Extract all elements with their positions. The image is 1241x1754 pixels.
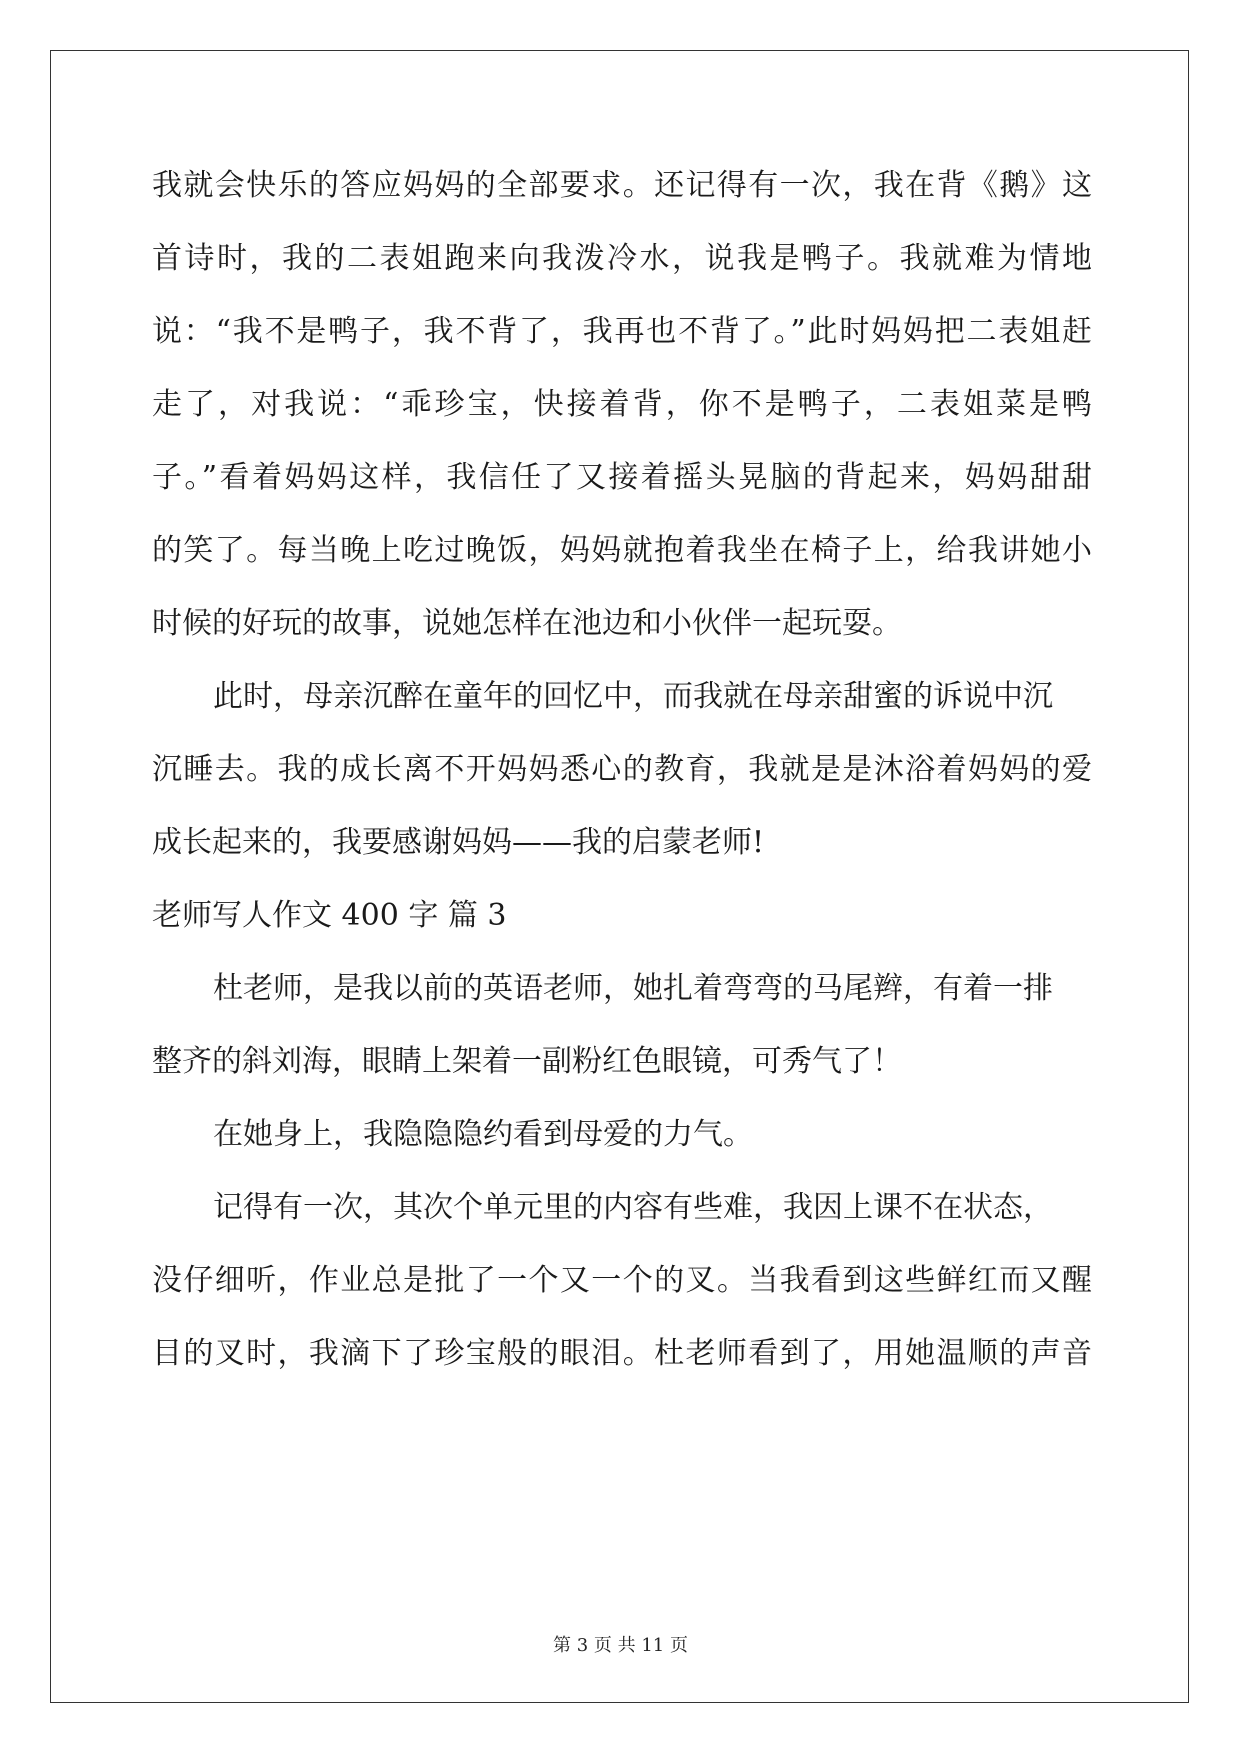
text-line: 子。”看着妈妈这样，我信任了又接着摇头晃脑的背起来，妈妈甜甜 [152,460,1092,495]
text-line: 成长起来的，我要感谢妈妈——我的启蒙老师! [152,825,765,860]
text-line: 没仔细听，作业总是批了一个又一个的叉。当我看到这些鲜红而又醒 [152,1263,1092,1298]
paragraph-start-line: 记得有一次，其次个单元里的内容有些难，我因上课不在状态， [213,1190,1053,1225]
text-line: 我就会快乐的答应妈妈的全部要求。还记得有一次，我在背《鹅》这 [152,168,1092,203]
paragraph-start-line: 此时，母亲沉醉在童年的回忆中，而我就在母亲甜蜜的诉说中沉 [213,679,1053,714]
text-line: 首诗时，我的二表姐跑来向我泼冷水，说我是鸭子。我就难为情地 [152,241,1092,276]
page-footer: 第 3 页 共 11 页 [553,1635,688,1656]
page-border [50,50,1189,1703]
text-line: 整齐的斜刘海，眼睛上架着一副粉红色眼镜，可秀气了！ [152,1044,902,1079]
paragraph-start-line: 杜老师，是我以前的英语老师，她扎着弯弯的马尾辫，有着一排 [213,971,1053,1006]
text-line: 走了，对我说：“乖珍宝，快接着背，你不是鸭子，二表姐菜是鸭 [152,387,1092,422]
paragraph-start-line: 在她身上，我隐隐隐约看到母爱的力气。 [213,1117,753,1152]
text-line: 沉睡去。我的成长离不开妈妈悉心的教育，我就是是沐浴着妈妈的爱 [152,752,1092,787]
text-line: 的笑了。每当晚上吃过晚饭，妈妈就抱着我坐在椅子上，给我讲她小 [152,533,1092,568]
text-line: 说：“我不是鸭子，我不背了，我再也不背了。”此时妈妈把二表姐赶 [152,314,1092,349]
text-line: 目的叉时，我滴下了珍宝般的眼泪。杜老师看到了，用她温顺的声音 [152,1336,1092,1371]
section-heading: 老师写人作文 400 字 篇 3 [152,898,507,933]
text-line: 时候的好玩的故事，说她怎样在池边和小伙伴一起玩耍。 [152,606,902,641]
